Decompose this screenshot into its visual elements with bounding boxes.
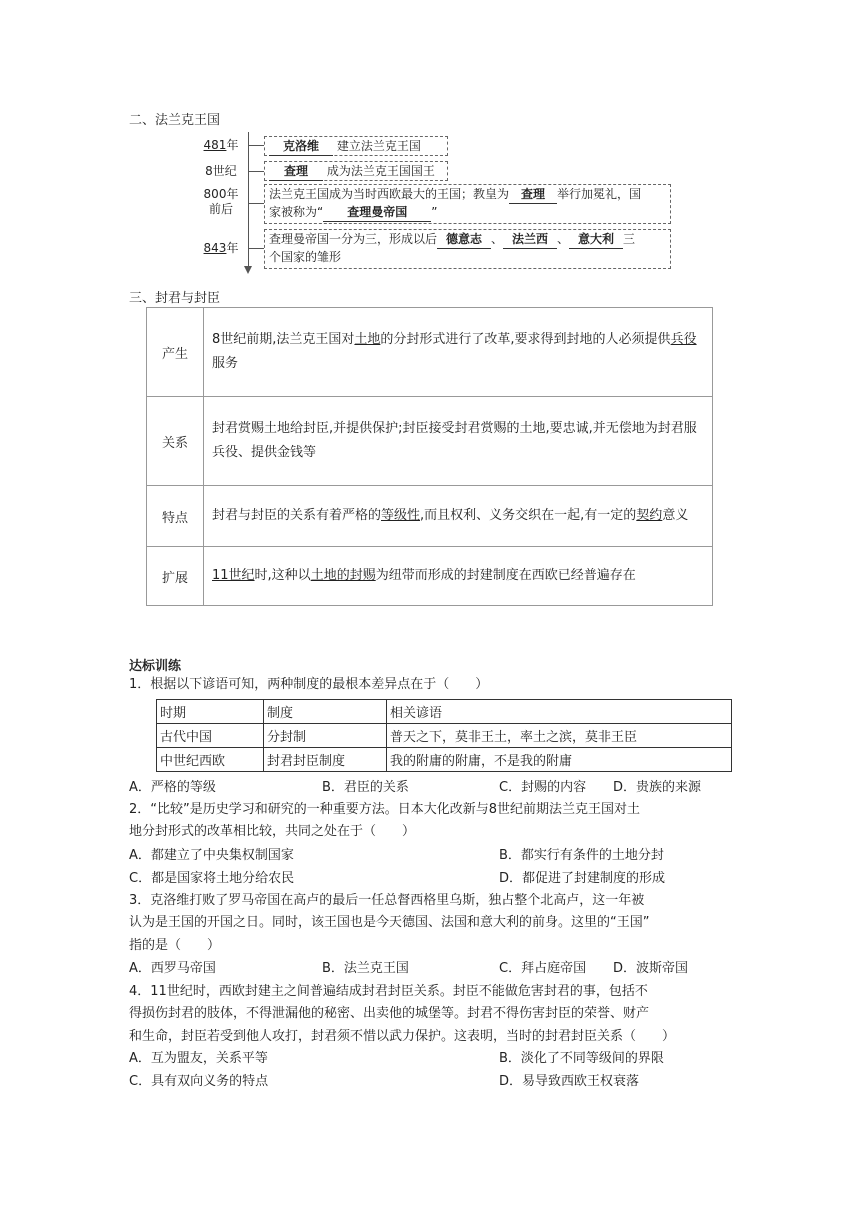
year-843: 843年 bbox=[203, 241, 239, 255]
event-box-8th-century: 查理 成为法兰克王国国王 bbox=[264, 161, 448, 181]
fill-blank: 查理 bbox=[509, 186, 557, 204]
row-text: 8世纪前期,法兰克王国对土地的分封形式进行了改革,要求得到封地的人必须提供兵役服务 bbox=[204, 308, 713, 397]
q3-option-b[interactable]: B．法兰克王国 bbox=[322, 961, 409, 976]
table-row: 时期 制度 相关谚语 bbox=[157, 700, 732, 724]
event-box-843: 查理曼帝国一分为三，形成以后 德意志 、 法兰西 、 意大利 三 个国家的雏形 bbox=[264, 229, 671, 269]
saying-table bbox=[156, 699, 732, 772]
section-2-title: 二、法兰克王国 bbox=[129, 113, 221, 128]
timeline-axis bbox=[248, 132, 249, 270]
q2-option-d[interactable]: D．都促进了封建制度的形成 bbox=[499, 871, 666, 886]
q4-option-a[interactable]: A．互为盟友，关系平等 bbox=[129, 1051, 268, 1066]
section-3-title: 三、封君与封臣 bbox=[129, 291, 221, 306]
q2-option-b[interactable]: B．都实行有条件的土地分封 bbox=[499, 848, 664, 863]
fill-blank: 法兰西 bbox=[503, 231, 557, 249]
question-4-line-2: 得损伤封君的肢体，不得泄漏他的秘密、出卖他的城堡等。封君不得伤害封臣的荣誉、财产 bbox=[129, 1006, 650, 1021]
question-4-line-1: 4．11世纪时，西欧封建主之间普遍结成封君封臣关系。封臣不能做危害封君的事，包括不 bbox=[129, 984, 648, 999]
feudal-table bbox=[146, 307, 713, 606]
row-label: 产生 bbox=[147, 308, 204, 397]
q3-option-a[interactable]: A．西罗马帝国 bbox=[129, 961, 216, 976]
q1-option-b[interactable]: B．君臣的关系 bbox=[322, 780, 409, 795]
table-row bbox=[147, 397, 713, 486]
question-3-line-3: 指的是（ ） bbox=[129, 938, 221, 953]
fill-blank: 克洛维 bbox=[269, 138, 333, 156]
question-4-line-3: 和生命，封臣若受到他人攻打，封君须不惜以武力保护。这表明，当时的封君封臣关系（ ） bbox=[129, 1029, 676, 1044]
row-text: 封君赏赐土地给封臣,并提供保护;封臣接受封君赏赐的土地,要忠诚,并无偿地为封君服兵役、提供金钱等 bbox=[204, 397, 713, 486]
connector bbox=[248, 145, 264, 146]
row-text: 11世纪时,这种以土地的封赐为纽带而形成的封建制度在西欧已经普遍存在 bbox=[204, 547, 713, 606]
q1-option-a[interactable]: A．严格的等级 bbox=[129, 780, 216, 795]
table-row: 中世纪西欧 封君封臣制度 我的附庸的附庸，不是我的附庸 bbox=[157, 748, 732, 772]
connector bbox=[248, 171, 264, 172]
event-box-481: 克洛维 建立法兰克王国 bbox=[264, 136, 448, 156]
fill-blank: 意大利 bbox=[569, 231, 623, 249]
table-row bbox=[147, 308, 713, 397]
question-1-stem: 1．根据以下谚语可知，两种制度的最根本差异点在于（ ） bbox=[129, 677, 489, 692]
training-title: 达标训练 bbox=[129, 659, 182, 674]
question-3-line-2: 认为是王国的开国之日。同时，该王国也是今天德国、法国和意大利的前身。这里的“王国” bbox=[129, 915, 650, 930]
q2-option-c[interactable]: C．都是国家将土地分给农民 bbox=[129, 871, 295, 886]
row-label: 关系 bbox=[147, 397, 204, 486]
year-8th-century: 8世纪 bbox=[205, 164, 237, 178]
q4-option-c[interactable]: C．具有双向义务的特点 bbox=[129, 1074, 269, 1089]
event-box-800: 法兰克王国成为当时西欧最大的王国；教皇为 查理 举行加冕礼，国 家被称为“ 查理曼帝国 ” bbox=[264, 184, 671, 224]
table-row bbox=[147, 486, 713, 547]
q4-option-b[interactable]: B．淡化了不同等级间的界限 bbox=[499, 1051, 664, 1066]
q2-option-a[interactable]: A．都建立了中央集权制国家 bbox=[129, 848, 294, 863]
q4-option-d[interactable]: D．易导致西欧王权衰落 bbox=[499, 1074, 640, 1089]
year-481: 481年 bbox=[203, 138, 239, 152]
table-row: 古代中国 分封制 普天之下，莫非王土，率土之滨，莫非王臣 bbox=[157, 724, 732, 748]
connector bbox=[248, 203, 264, 204]
question-2-line-1: 2．“比较”是历史学习和研究的一种重要方法。日本大化改新与8世纪前期法兰克王国对土 bbox=[129, 802, 641, 817]
row-label: 扩展 bbox=[147, 547, 204, 606]
row-text: 封君与封臣的关系有着严格的等级性,而且权利、义务交织在一起,有一定的契约意义 bbox=[204, 486, 713, 547]
fill-blank: 查理曼帝国 bbox=[323, 204, 431, 222]
table-row bbox=[147, 547, 713, 606]
question-2-line-2: 地分封形式的改革相比较，共同之处在于（ ） bbox=[129, 824, 416, 839]
year-800: 800年 前后 bbox=[203, 187, 239, 216]
q3-option-c[interactable]: C．拜占庭帝国 bbox=[499, 961, 587, 976]
q3-option-d[interactable]: D．波斯帝国 bbox=[613, 961, 689, 976]
connector bbox=[248, 248, 264, 249]
row-label: 特点 bbox=[147, 486, 204, 547]
timeline-arrow-icon bbox=[244, 266, 252, 274]
fill-blank: 查理 bbox=[269, 163, 323, 181]
question-3-line-1: 3．克洛维打败了罗马帝国在高卢的最后一任总督西格里乌斯，独占整个北高卢，这一年被 bbox=[129, 893, 645, 908]
fill-blank: 德意志 bbox=[437, 231, 491, 249]
q1-option-c[interactable]: C．封赐的内容 bbox=[499, 780, 587, 795]
q1-option-d[interactable]: D．贵族的来源 bbox=[613, 780, 702, 795]
